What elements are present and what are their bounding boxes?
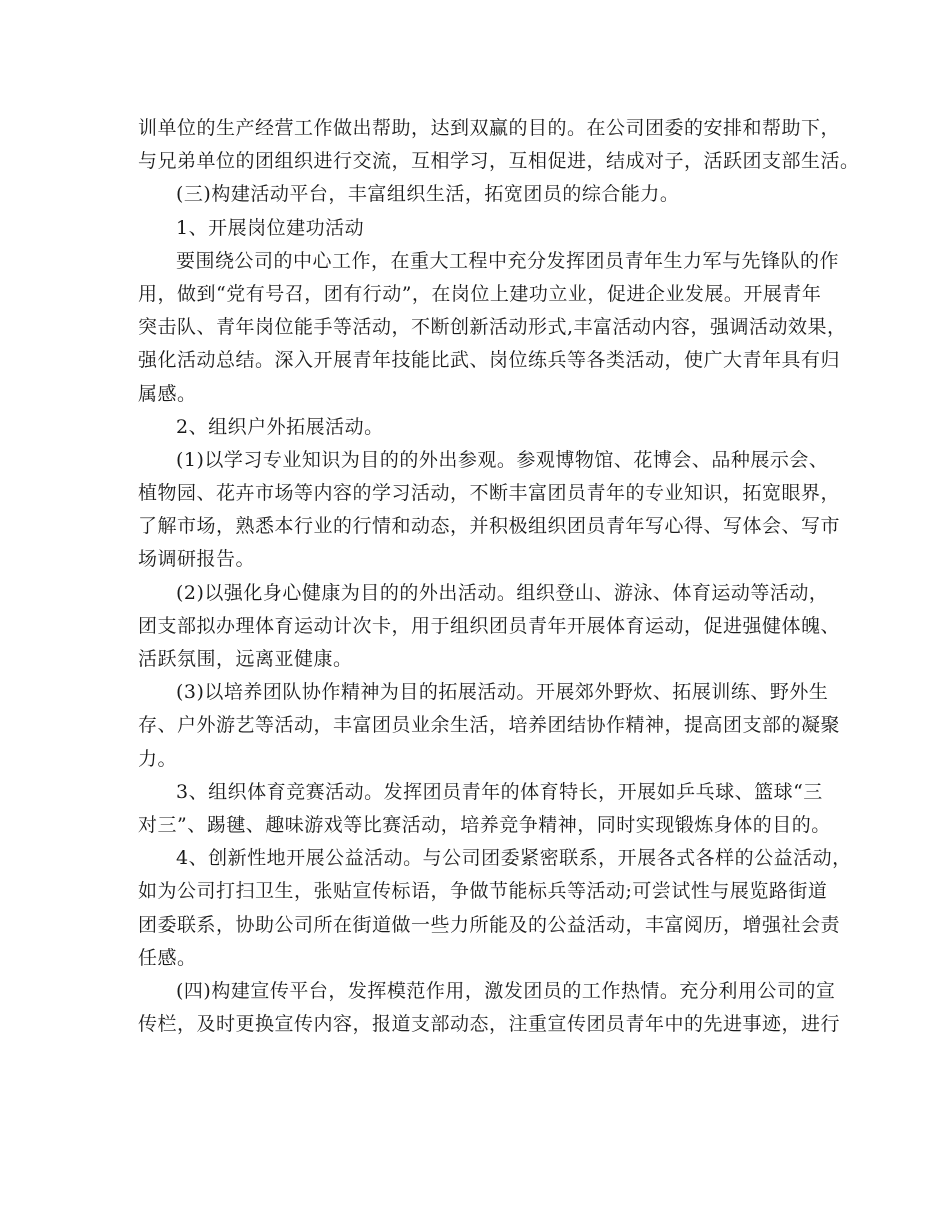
text-line: 3、组织体育竞赛活动。发挥团员青年的体育特长，开展如乒乓球、篮球“三 (176, 780, 823, 803)
text-line: 传栏，及时更换宣传内容，报道支部动态，注重宣传团员青年中的先进事迹，进行 (138, 1013, 841, 1036)
text-line: 了解市场，熟悉本行业的行情和动态，并积极组织团员青年写心得、写体会、写市 (138, 515, 841, 538)
text-line: 存、户外游艺等活动，丰富团员业余生活，培养团结协作精神，提高团支部的凝聚 (138, 714, 841, 737)
text-line: 用，做到“党有号召，团有行动”，在岗位上建功立业，促进企业发展。开展青年 (138, 282, 822, 305)
text-line: 训单位的生产经营工作做出帮助，达到双赢的目的。在公司团委的安排和帮助下， (138, 117, 841, 139)
text-line: 团委联系，协助公司所在街道做一些力所能及的公益活动，丰富阅历，增强社会责 (138, 913, 841, 936)
text-line: 如为公司打扫卫生，张贴宣传标语，争做节能标兵等活动;可尝试性与展览路街道 (138, 880, 828, 903)
text-line: 4、创新性地开展公益活动。与公司团委紧密联系，开展各式各样的公益活动， (176, 847, 852, 870)
text-line: (3)以培养团队协作精神为目的拓展活动。开展郊外野炊、拓展训练、野外生 (176, 681, 829, 704)
text-line: 与兄弟单位的团组织进行交流，互相学习，互相促进，结成对子，活跃团支部生活。 (138, 150, 860, 173)
text-line: 任感。 (138, 946, 197, 969)
text-line: 属感。 (138, 382, 197, 405)
text-line: (1)以学习专业知识为目的的外出参观。参观博物馆、花博会、品种展示会、 (176, 448, 829, 471)
text-line: 强化活动总结。深入开展青年技能比武、岗位练兵等各类活动，使广大青年具有归 (138, 349, 841, 372)
text-line: 植物园、花卉市场等内容的学习活动，不断丰富团员青年的专业知识，拓宽眼界， (138, 482, 841, 505)
text-line: 力。 (138, 747, 178, 770)
text-line: 场调研报告。 (138, 548, 256, 571)
document-body (138, 112, 860, 1041)
subsection-heading: 1、开展岗位建功活动 (176, 216, 365, 239)
text-line: 活跃氛围，远离亚健康。 (138, 648, 353, 670)
text-line: 要围绕公司的中心工作，在重大工程中充分发挥团员青年生力军与先锋队的作 (176, 249, 840, 272)
text-line: 对三”、踢毽、趣味游戏等比赛活动，培养竞争精神，同时实现锻炼身体的目的。 (138, 813, 831, 836)
text-line: 突击队、青年岗位能手等活动，不断创新活动形式,丰富活动内容，强调活动效果， (138, 316, 847, 339)
text-line: 团支部拟办理体育运动计次卡，用于组织团员青年开展体育运动，促进强健体魄、 (138, 614, 841, 637)
text-line: (2)以强化身心健康为目的的外出活动。组织登山、游泳、体育运动等活动， (176, 581, 829, 604)
subsection-heading: 2、组织户外拓展活动。 (176, 415, 384, 438)
section-heading: (四)构建宣传平台，发挥模范作用，激发团员的工作热情。充分利用公司的宣 (176, 979, 836, 1002)
section-heading: (三)构建活动平台，丰富组织生活，拓宽团员的综合能力。 (176, 183, 680, 206)
